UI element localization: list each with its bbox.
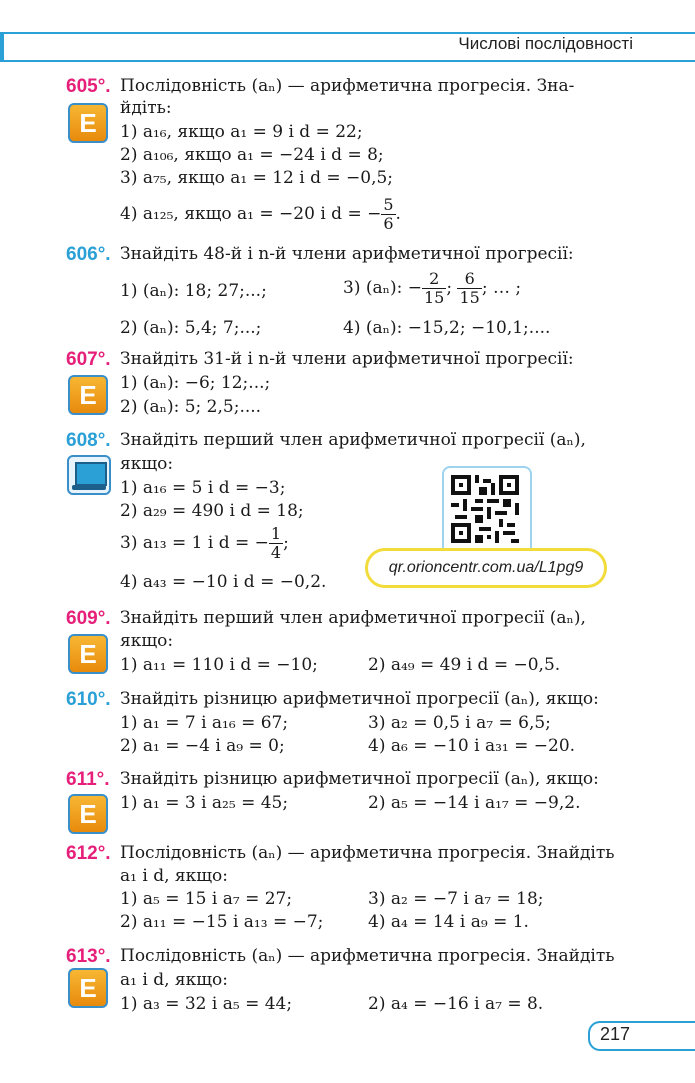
task-item: 2) a₄ = −16 і a₇ = 8. bbox=[368, 994, 544, 1014]
task-item: 1) a₃ = 32 і a₅ = 44; bbox=[120, 994, 293, 1014]
fraction bbox=[269, 525, 283, 562]
item-text: . bbox=[395, 204, 401, 224]
fraction bbox=[457, 270, 481, 307]
task-item: 1) a₁ = 7 і a₁₆ = 67; bbox=[120, 713, 289, 733]
task-number: 605°. bbox=[66, 76, 111, 97]
task-text: a₁ і d, якщо: bbox=[120, 866, 229, 886]
denominator: 6 bbox=[383, 214, 394, 233]
denominator: 15 bbox=[459, 288, 480, 307]
task-text: a₁ і d, якщо: bbox=[120, 970, 229, 990]
item-text: ; bbox=[283, 533, 289, 553]
computer-base bbox=[72, 485, 106, 490]
task-item: 2) a₄₉ = 49 і d = −0,5. bbox=[368, 655, 561, 675]
task-item: 1) a₁₁ = 110 і d = −10; bbox=[120, 655, 318, 675]
task-number: 611°. bbox=[66, 769, 110, 790]
task-text: якщо: bbox=[120, 631, 174, 651]
qr-pattern bbox=[451, 475, 519, 543]
fraction bbox=[422, 270, 446, 307]
task-item: 1) a₁₆, якщо a₁ = 9 і d = 22; bbox=[120, 122, 363, 142]
header-side-bar bbox=[0, 32, 4, 62]
task-item: 2) a₅ = −14 і a₁₇ = −9,2. bbox=[368, 793, 581, 813]
task-item: 1) (aₙ): −6; 12;...; bbox=[120, 373, 271, 393]
task-item: 4) a₆ = −10 і a₃₁ = −20. bbox=[368, 736, 576, 756]
qr-code[interactable] bbox=[442, 466, 532, 556]
numerator: 5 bbox=[383, 195, 394, 214]
task-item: 4) (aₙ): −15,2; −10,1;.... bbox=[343, 318, 551, 338]
task-text: Знайдіть різницю арифметичної прогресії (aₙ), якщо: bbox=[120, 769, 599, 789]
task-text: Знайдіть 31-й і n-й члени арифметичної прогресії: bbox=[120, 349, 574, 369]
page-header bbox=[0, 32, 695, 62]
task-item: 2) a₂₉ = 490 і d = 18; bbox=[120, 501, 304, 521]
task-item: 1) (aₙ): 18; 27;...; bbox=[120, 281, 267, 301]
numerator: 1 bbox=[270, 524, 282, 543]
task-item: 4) a₄₃ = −10 і d = −0,2. bbox=[120, 572, 327, 592]
task-text: Послідовність (aₙ) — арифметична прогресія. Знайдіть bbox=[120, 946, 615, 966]
task-item: 2) a₁ = −4 і a₉ = 0; bbox=[120, 736, 285, 756]
denominator: 15 bbox=[423, 288, 445, 307]
numerator: 2 bbox=[422, 270, 446, 289]
task-number: 608°. bbox=[66, 430, 111, 451]
task-text: Знайдіть перший член арифметичної прогресії (aₙ), bbox=[120, 430, 586, 450]
task-number: 606°. bbox=[66, 244, 111, 265]
qr-link[interactable]: qr.orioncentr.com.ua/L1pg9 bbox=[365, 548, 607, 588]
task-item: 1) a₅ = 15 і a₇ = 27; bbox=[120, 889, 293, 909]
item-text: ; … ; bbox=[481, 278, 522, 298]
task-text: Послідовність (aₙ) — арифметична прогресія. Зна- bbox=[120, 76, 575, 96]
denominator: 4 bbox=[270, 543, 282, 562]
page-number: 217 bbox=[600, 1024, 631, 1044]
task-item: 2) a₁₀₆, якщо a₁ = −24 і d = 8; bbox=[120, 145, 384, 165]
numerator: 6 bbox=[457, 270, 481, 289]
task-item: 2) (aₙ): 5; 2,5;.... bbox=[120, 397, 262, 417]
task-item bbox=[120, 196, 401, 233]
task-item bbox=[120, 525, 289, 562]
task-item: 1) a₁ = 3 і a₂₅ = 45; bbox=[120, 793, 289, 813]
task-text: Знайдіть 48-й і n-й члени арифметичної прогресії: bbox=[120, 244, 574, 264]
e-icon: E bbox=[68, 794, 108, 834]
task-text: Знайдіть перший член арифметичної прогресії (aₙ), bbox=[120, 608, 586, 628]
task-number: 607°. bbox=[66, 349, 111, 370]
task-number: 612°. bbox=[66, 843, 111, 864]
task-number: 613°. bbox=[66, 946, 111, 967]
task-item: 3) a₂ = 0,5 і a₇ = 6,5; bbox=[368, 713, 551, 733]
e-icon: E bbox=[68, 375, 108, 415]
task-item: 4) a₄ = 14 і a₉ = 1. bbox=[368, 912, 529, 932]
task-item: 2) a₁₁ = −15 і a₁₃ = −7; bbox=[120, 912, 324, 932]
task-text: Знайдіть різницю арифметичної прогресії (aₙ), якщо: bbox=[120, 689, 599, 709]
task-text: якщо: bbox=[120, 454, 174, 474]
task-item: 1) a₁₆ = 5 і d = −3; bbox=[120, 478, 286, 498]
task-item: 3) (aₙ): − $\frac{2}{15}$ ; $\frac{6}{15}$ ; … ; bbox=[343, 269, 522, 307]
computer-icon bbox=[67, 455, 111, 495]
task-number: 610°. bbox=[66, 689, 111, 710]
e-icon: E bbox=[68, 103, 108, 143]
task-item: 3) a₇₅, якщо a₁ = 12 і d = −0,5; bbox=[120, 168, 394, 188]
e-icon: E bbox=[68, 634, 108, 674]
computer-screen bbox=[75, 462, 107, 486]
item-text: 3) a₁₃ = 1 і d = − bbox=[120, 533, 269, 553]
fraction bbox=[381, 196, 395, 233]
task-item: 3) a₂ = −7 і a₇ = 18; bbox=[368, 889, 544, 909]
task-text: йдіть: bbox=[120, 98, 172, 118]
header-title: Числові послідовності bbox=[458, 34, 633, 53]
task-text: Послідовність (aₙ) — арифметична прогресія. Знайдіть bbox=[120, 843, 615, 863]
header-rule bbox=[0, 60, 695, 62]
item-text: 4) a₁₂₅, якщо a₁ = −20 і d = − bbox=[120, 204, 382, 224]
task-item: 2) (aₙ): 5,4; 7;...; bbox=[120, 318, 262, 338]
item-text: 3) (aₙ): − bbox=[343, 278, 422, 298]
task-number: 609°. bbox=[66, 608, 111, 629]
e-icon: E bbox=[68, 968, 108, 1008]
